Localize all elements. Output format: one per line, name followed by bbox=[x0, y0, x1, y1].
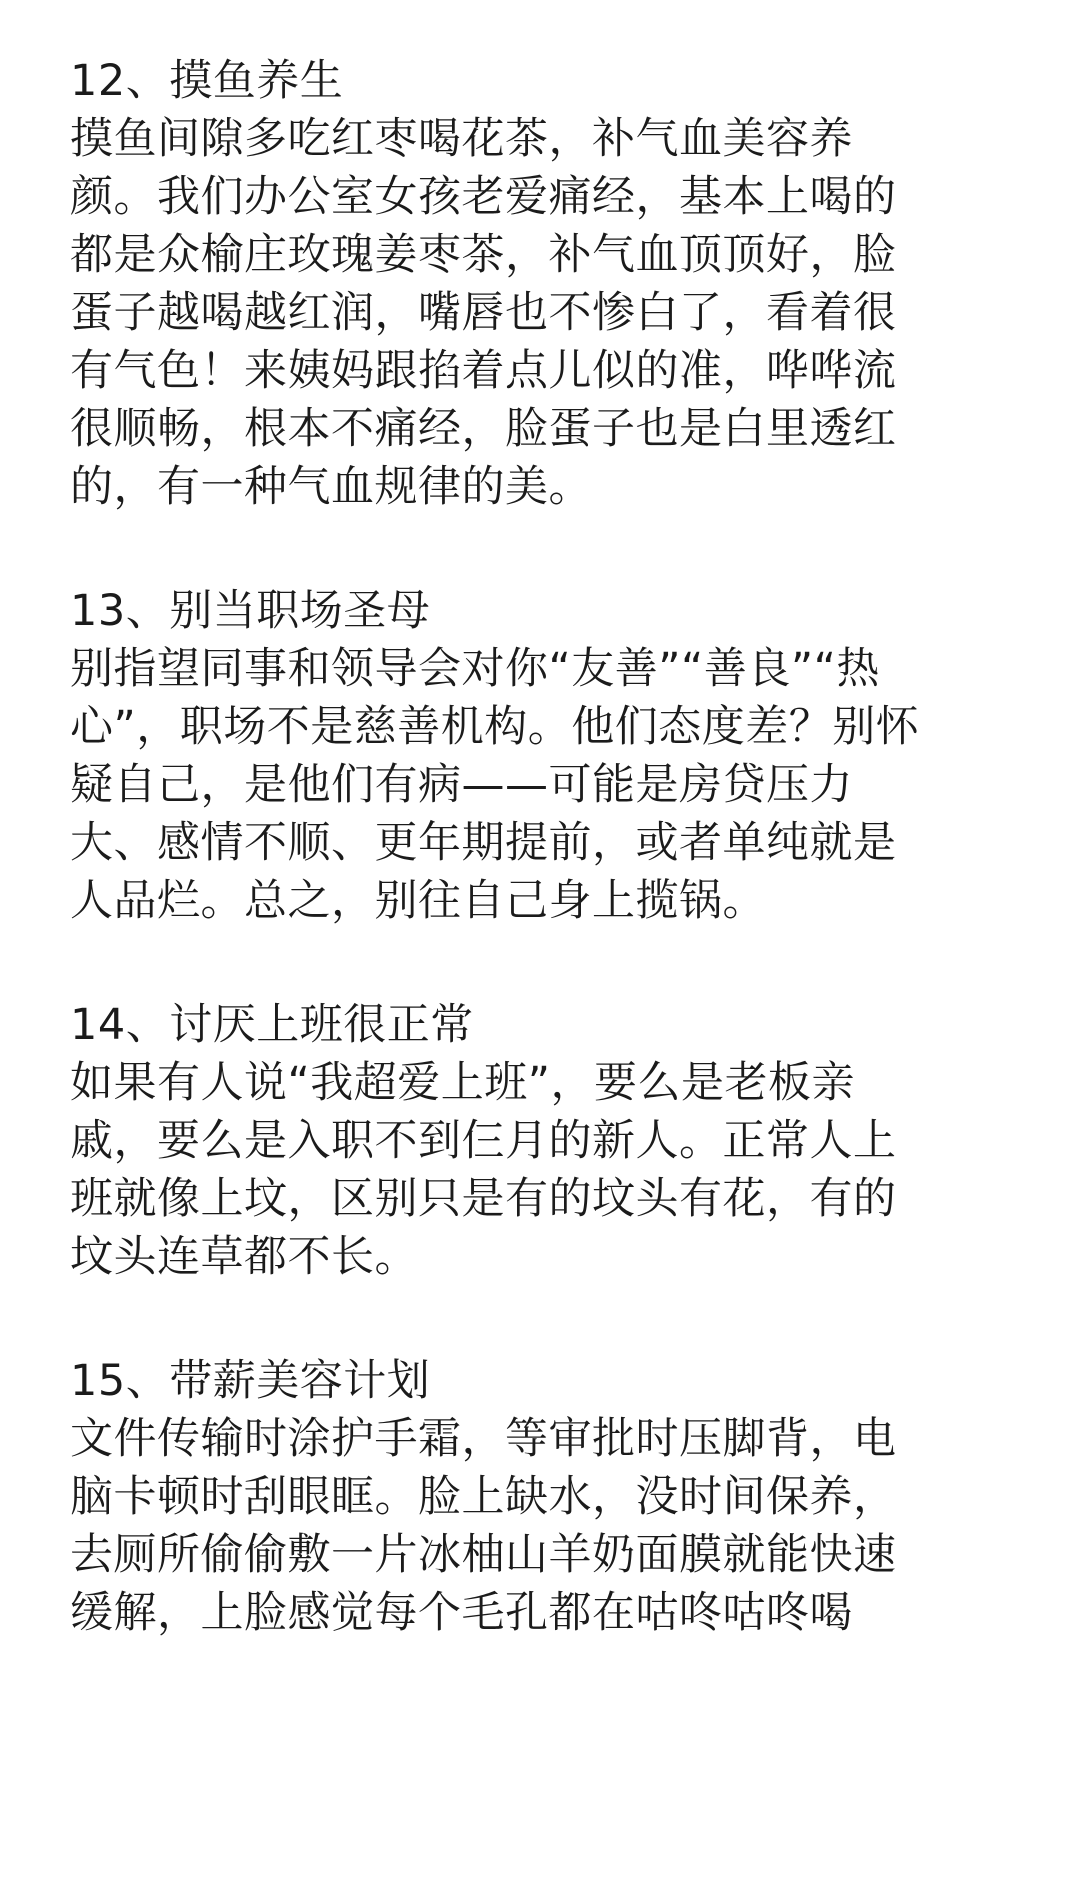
section-13 bbox=[70, 582, 1030, 930]
paragraph-line: 大、感情不顺、更年期提前，或者单纯就是 bbox=[70, 818, 897, 868]
paragraph-line: 去厕所偷偷敷一片冰柚山羊奶面膜就能快速 bbox=[70, 1530, 897, 1580]
section-15 bbox=[70, 1352, 1030, 1642]
paragraph-line: 人品烂。总之，别往自己身上揽锅。 bbox=[70, 876, 766, 926]
paragraph-line: 的，有一种气血规律的美。 bbox=[70, 462, 592, 512]
section-title: 13、别当职场圣母 bbox=[70, 586, 431, 636]
paragraph-line: 摸鱼间隙多吃红枣喝花茶，补气血美容养 bbox=[70, 114, 853, 164]
section-title: 14、讨厌上班很正常 bbox=[70, 1000, 474, 1050]
paragraph-line: 如果有人说“我超爱上班”，要么是老板亲 bbox=[70, 1058, 856, 1108]
paragraph-line: 文件传输时涂护手霜，等审批时压脚背，电 bbox=[70, 1414, 897, 1464]
paragraph-line: 疑自己，是他们有病——可能是房贷压力 bbox=[70, 760, 853, 810]
section-14 bbox=[70, 996, 1030, 1286]
paragraph-line: 都是众榆庄玫瑰姜枣茶，补气血顶顶好，脸 bbox=[70, 230, 897, 280]
paragraph-line: 坟头连草都不长。 bbox=[70, 1232, 418, 1282]
paragraph-line: 有气色！来姨妈跟掐着点儿似的准，哗哗流 bbox=[70, 346, 897, 396]
section-title: 15、带薪美容计划 bbox=[70, 1356, 431, 1406]
paragraph-line: 戚，要么是入职不到仨月的新人。正常人上 bbox=[70, 1116, 897, 1166]
paragraph-line: 缓解，上脸感觉每个毛孔都在咕咚咕咚喝 bbox=[70, 1588, 853, 1638]
paragraph-line: 蛋子越喝越红润，嘴唇也不惨白了，看着很 bbox=[70, 288, 897, 338]
article-content bbox=[70, 52, 1030, 1708]
paragraph-line: 很顺畅，根本不痛经，脸蛋子也是白里透红 bbox=[70, 404, 897, 454]
paragraph-line: 心”，职场不是慈善机构。他们态度差？别怀 bbox=[70, 702, 920, 752]
section-12 bbox=[70, 52, 1030, 516]
paragraph-line: 颜。我们办公室女孩老爱痛经，基本上喝的 bbox=[70, 172, 897, 222]
paragraph-line: 脑卡顿时刮眼眶。脸上缺水，没时间保养， bbox=[70, 1472, 897, 1522]
paragraph-line: 班就像上坟，区别只是有的坟头有花，有的 bbox=[70, 1174, 897, 1224]
paragraph-line: 别指望同事和领导会对你“友善”“善良”“热 bbox=[70, 644, 880, 694]
section-title: 12、摸鱼养生 bbox=[70, 56, 344, 106]
